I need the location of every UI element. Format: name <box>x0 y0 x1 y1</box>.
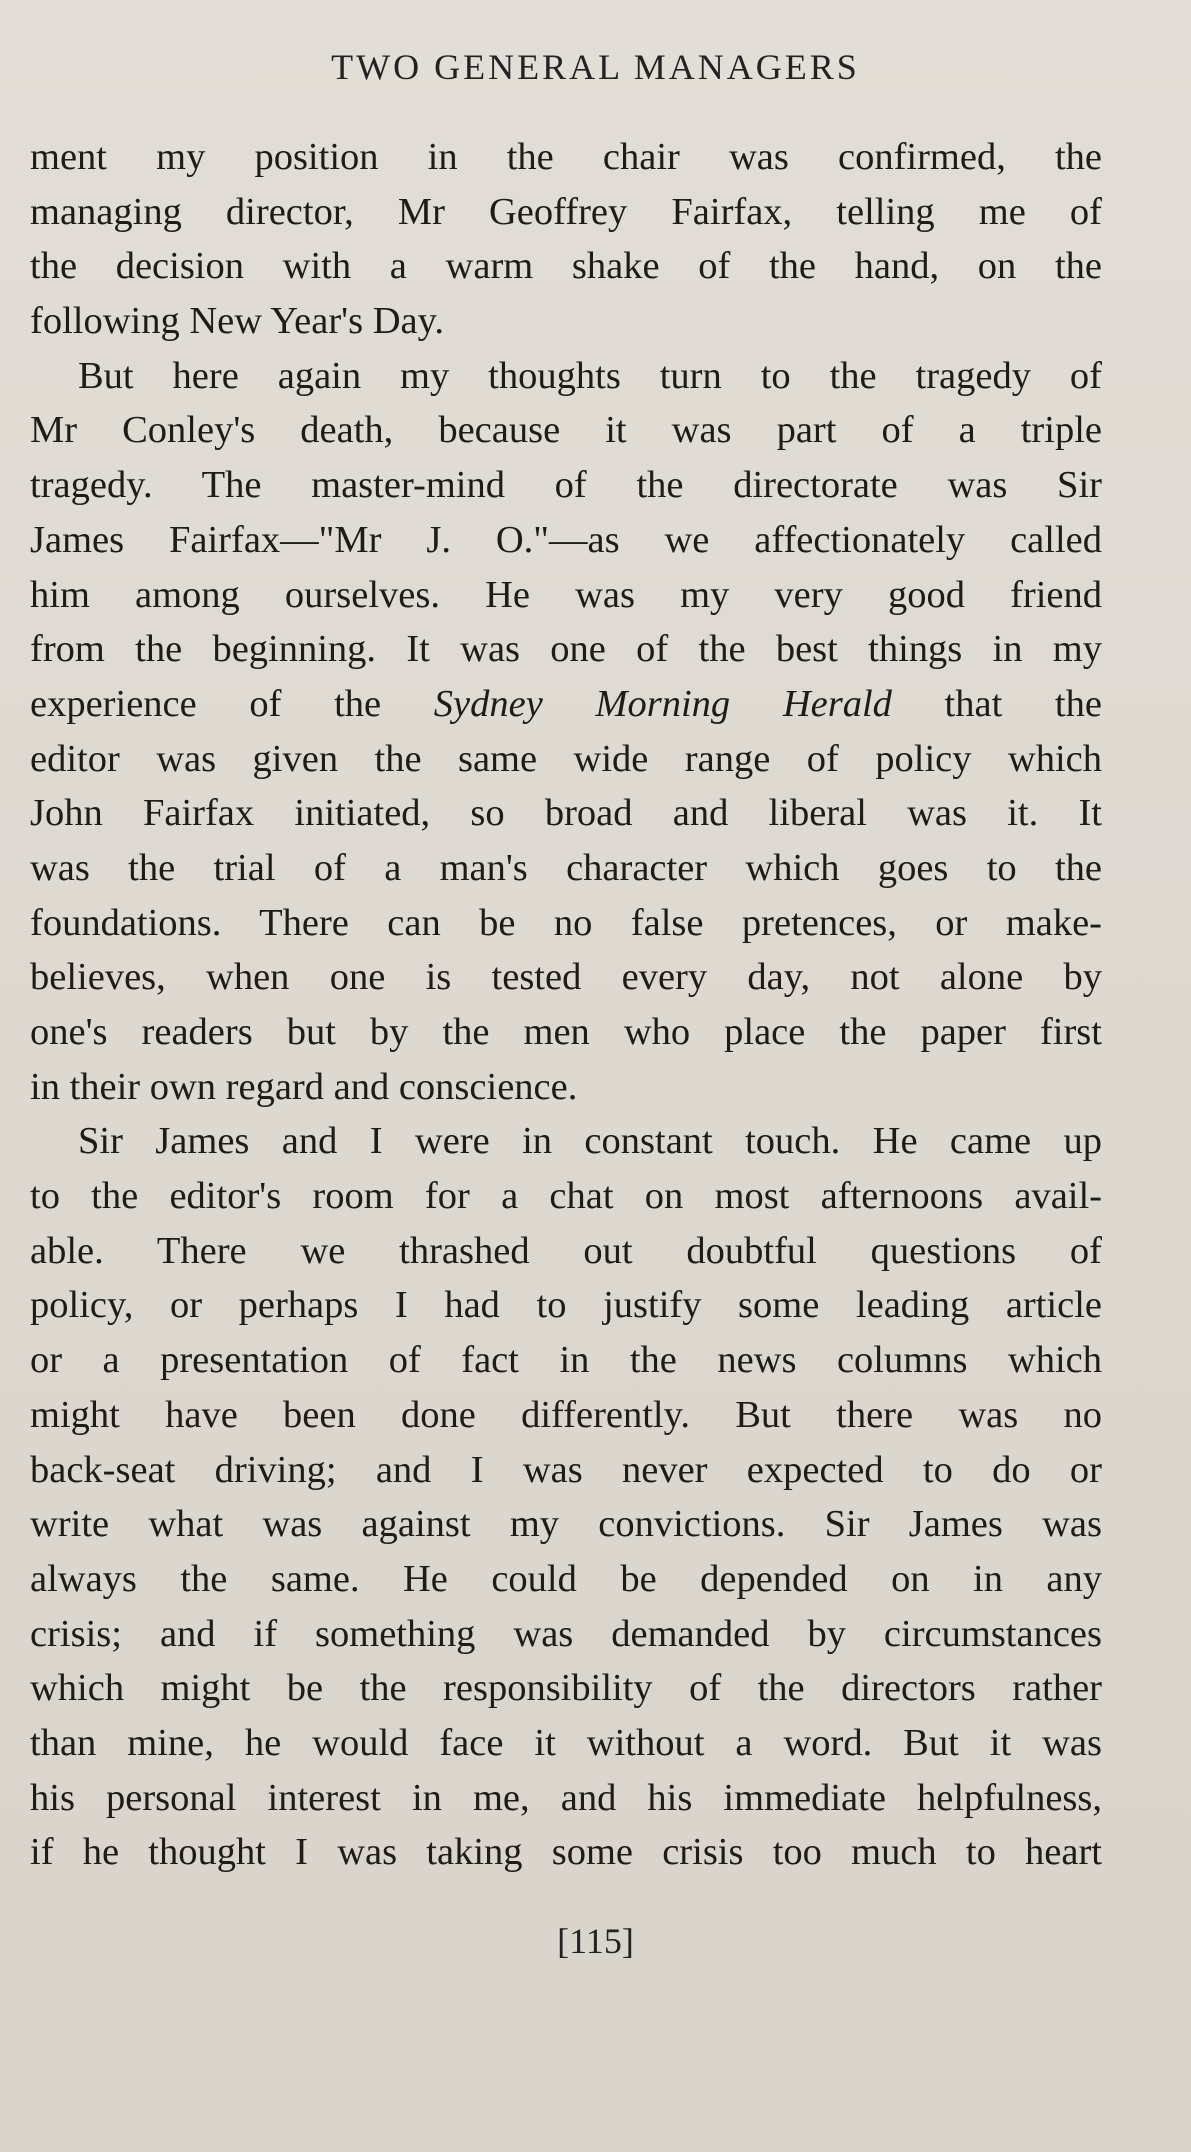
text-run: that the <box>891 682 1102 725</box>
text-line: the decision with a warm shake of the hand, on the <box>30 245 1102 288</box>
text-line: which might be the responsibility of the directors rather <box>30 1667 1102 1710</box>
text-line: back-seat driving; and I was never expected to do or <box>30 1448 1102 1491</box>
body-text <box>30 130 1102 1880</box>
text-line: if he thought I was taking some crisis too much to heart <box>30 1831 1102 1874</box>
page-number: [115] <box>557 1921 634 1961</box>
text-line <box>30 677 1102 732</box>
text-line: was the trial of a man's character which goes to the <box>30 846 1102 889</box>
text-line: write what was against my convictions. Sir James was <box>30 1503 1102 1546</box>
text-line: might have been done differently. But there was no <box>30 1393 1102 1436</box>
text-line: in their own regard and conscience. <box>30 1065 578 1108</box>
text-line: one's readers but by the men who place the paper first <box>30 1011 1102 1053</box>
text-line: policy, or perhaps I had to justify some leading article <box>30 1284 1102 1327</box>
text-line: crisis; and if something was demanded by circumstances <box>30 1612 1102 1655</box>
text-line: following New Year's Day. <box>30 300 444 343</box>
text-line: or a presentation of fact in the news columns which <box>30 1339 1102 1382</box>
text-line: Sir James and I were in constant touch. He came up <box>78 1120 1102 1163</box>
italic-title: Sydney Morning Herald <box>433 682 892 725</box>
text-line: tragedy. The master-mind of the directorate was Sir <box>30 464 1102 507</box>
text-line: But here again my thoughts turn to the tragedy of <box>78 354 1102 397</box>
text-line: John Fairfax initiated, so broad and liberal was it. It <box>30 792 1102 835</box>
running-head: TWO GENERAL MANAGERS <box>331 47 860 87</box>
text-line: his personal interest in me, and his immediate helpfulness, <box>30 1776 1102 1819</box>
text-line: believes, when one is tested every day, not alone by <box>30 956 1102 999</box>
text-line: James Fairfax—"Mr J. O."—as we affectionately called <box>30 518 1102 561</box>
text-line: always the same. He could be depended on in any <box>30 1557 1102 1600</box>
text-line: managing director, Mr Geoffrey Fairfax, telling me of <box>30 190 1102 233</box>
text-line: than mine, he would face it without a word. But it was <box>30 1721 1102 1764</box>
text-run: experience of the <box>30 682 434 725</box>
text-line: editor was given the same wide range of policy which <box>30 737 1102 780</box>
text-line: to the editor's room for a chat on most afternoons avail- <box>30 1175 1102 1218</box>
text-line: foundations. There can be no false pretences, or make- <box>30 901 1102 944</box>
text-line: from the beginning. It was one of the best things in my <box>30 628 1102 671</box>
text-line: Mr Conley's death, because it was part of a triple <box>30 409 1102 452</box>
text-line: him among ourselves. He was my very good friend <box>30 573 1102 616</box>
text-line: ment my position in the chair was confirmed, the <box>30 136 1102 178</box>
text-line: able. There we thrashed out doubtful questions of <box>30 1229 1102 1272</box>
